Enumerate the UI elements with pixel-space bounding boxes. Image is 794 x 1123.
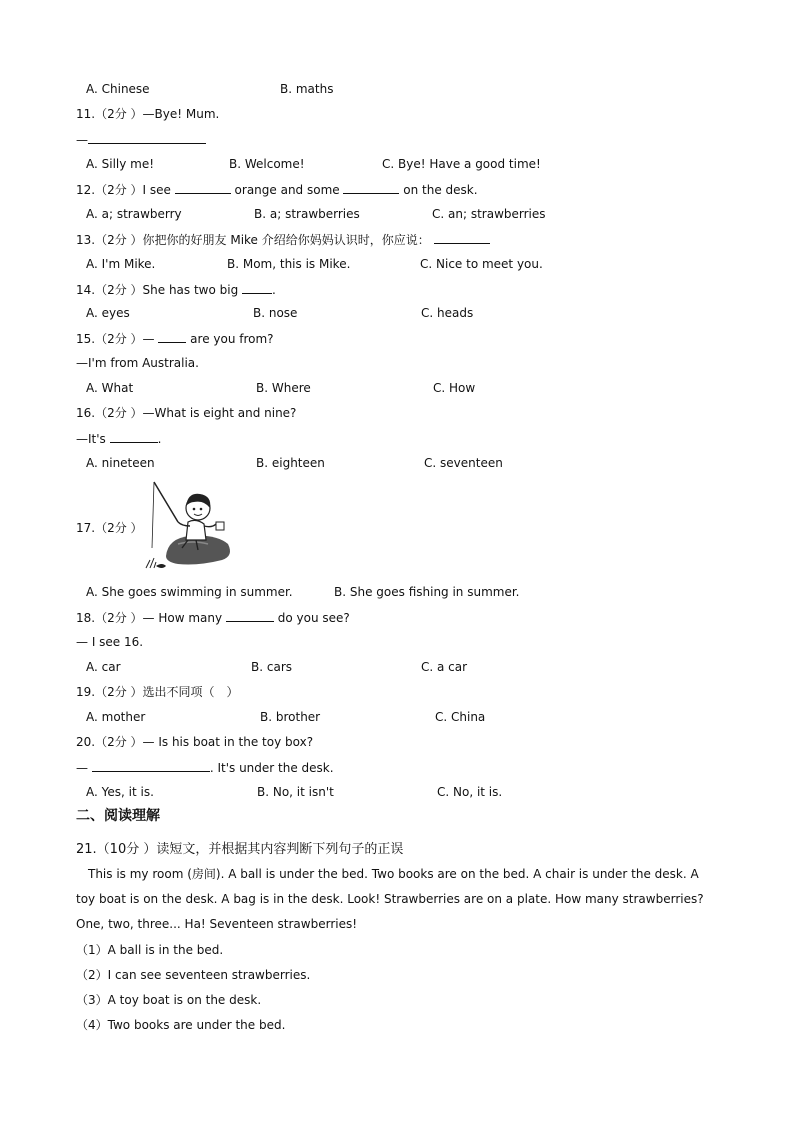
q14-option-a: A. eyes [86, 306, 130, 320]
q21-item-3: （3）A toy boat is on the desk. [76, 993, 262, 1007]
q12-option-c: C. an; strawberries [432, 207, 546, 221]
q20-blank[interactable] [92, 759, 210, 772]
q13-option-c: C. Nice to meet you. [420, 257, 543, 271]
q13-stem [76, 231, 490, 248]
q15-option-b: B. Where [256, 381, 311, 395]
q18-stem-part-b: do you see? [273, 611, 350, 625]
q21-item-2: （2）I can see seventeen strawberries. [76, 968, 311, 982]
q16-option-c: C. seventeen [424, 456, 503, 470]
q20-stem: 20.（2分 ）— Is his boat in the toy box? [76, 735, 314, 749]
q11-reply [76, 131, 206, 148]
q20-reply-part-b: . It's under the desk. [209, 761, 334, 775]
q14-option-b: B. nose [253, 306, 298, 320]
q10-option-b: B. maths [280, 82, 334, 96]
q19-stem: 19.（2分 ）选出不同项（ ） [76, 685, 239, 699]
q21-item-1: （1）A ball is in the bed. [76, 943, 224, 957]
q11-option-c: C. Bye! Have a good time! [382, 157, 541, 171]
q11-reply-dash: — [76, 133, 88, 147]
q21-stem: 21.（10分 ）读短文，并根据其内容判断下列句子的正误 [76, 842, 404, 857]
q18-option-c: C. a car [421, 660, 468, 674]
q17-option-b: B. She goes fishing in summer. [334, 585, 520, 599]
q12-option-b: B. a; strawberries [254, 207, 360, 221]
q11-stem: 11.（2分 ）—Bye! Mum. [76, 107, 220, 121]
q15-option-c: C. How [433, 381, 476, 395]
q20-option-c: C. No, it is. [437, 785, 503, 799]
q19-option-a: A. mother [86, 710, 146, 724]
q21-item-4: （4）Two books are under the bed. [76, 1018, 286, 1032]
q15-blank[interactable] [158, 330, 186, 343]
q18-option-b: B. cars [251, 660, 292, 674]
q19-option-c: C. China [435, 710, 486, 724]
q18-blank[interactable] [226, 609, 274, 622]
q15-reply: —I'm from Australia. [76, 356, 199, 370]
q20-reply-part-a: — [76, 761, 92, 775]
q12-stem-part-c: on the desk. [399, 183, 478, 197]
q16-reply-part-a: —It's [76, 432, 110, 446]
q19-option-b: B. brother [260, 710, 321, 724]
q13-option-b: B. Mom, this is Mike. [227, 257, 351, 271]
section-title-reading: 二、阅读理解 [76, 808, 160, 824]
q13-stem-text: 13.（2分 ）你把你的好朋友 Mike 介绍给你妈妈认识时，你应说： [76, 233, 430, 247]
q20-option-b: B. No, it isn't [257, 785, 334, 799]
q16-option-a: A. nineteen [86, 456, 155, 470]
q15-stem-part-a: 15.（2分 ）— [76, 332, 159, 346]
q12-blank-1[interactable] [175, 181, 231, 194]
q16-reply [76, 430, 161, 447]
q21-passage: This is my room (房间). A ball is under the bed. Two books are on the bed. A chair is under the desk. A toy boat is on the desk. A bag is in the desk. Look! Strawberries are on a plate. How many strawberries? One, two, three... Ha! Seventeen strawberries! [76, 867, 704, 931]
q13-option-a: A. I'm Mike. [86, 257, 156, 271]
q18-reply: — I see 16. [76, 635, 144, 649]
q14-stem-part-a: 14.（2分 ）She has two big [76, 283, 243, 297]
q14-blank[interactable] [242, 281, 272, 294]
q20-reply [76, 759, 334, 776]
q18-stem [76, 609, 350, 626]
q14-stem-part-b: . [272, 283, 276, 297]
q11-answer-blank[interactable] [88, 131, 206, 144]
q10-option-a: A. Chinese [86, 82, 150, 96]
q16-reply-part-b: . [157, 432, 162, 446]
q12-blank-2[interactable] [343, 181, 399, 194]
q12-option-a: A. a; strawberry [86, 207, 182, 221]
q18-stem-part-a: 18.（2分 ）— How many [76, 611, 226, 625]
q20-option-a: A. Yes, it is. [86, 785, 154, 799]
q12-stem-part-a: 12.（2分 ）I see [76, 183, 175, 197]
q15-option-a: A. What [86, 381, 134, 395]
q18-option-a: A. car [86, 660, 121, 674]
q12-stem-part-b: orange and some [230, 183, 344, 197]
q17-option-a: A. She goes swimming in summer. [86, 585, 293, 599]
girl-fishing-illustration [138, 478, 238, 578]
q11-option-b: B. Welcome! [229, 157, 305, 171]
q14-stem [76, 281, 276, 298]
q16-stem: 16.（2分 ）—What is eight and nine? [76, 406, 297, 420]
q15-stem [76, 330, 274, 347]
q14-option-c: C. heads [421, 306, 474, 320]
q15-stem-part-b: are you from? [186, 332, 274, 346]
q11-option-a: A. Silly me! [86, 157, 155, 171]
q16-option-b: B. eighteen [256, 456, 325, 470]
q13-blank[interactable] [434, 231, 490, 244]
q12-stem [76, 181, 478, 198]
q16-blank[interactable] [110, 430, 158, 443]
q17-stem: 17.（2分 ） [76, 521, 143, 535]
